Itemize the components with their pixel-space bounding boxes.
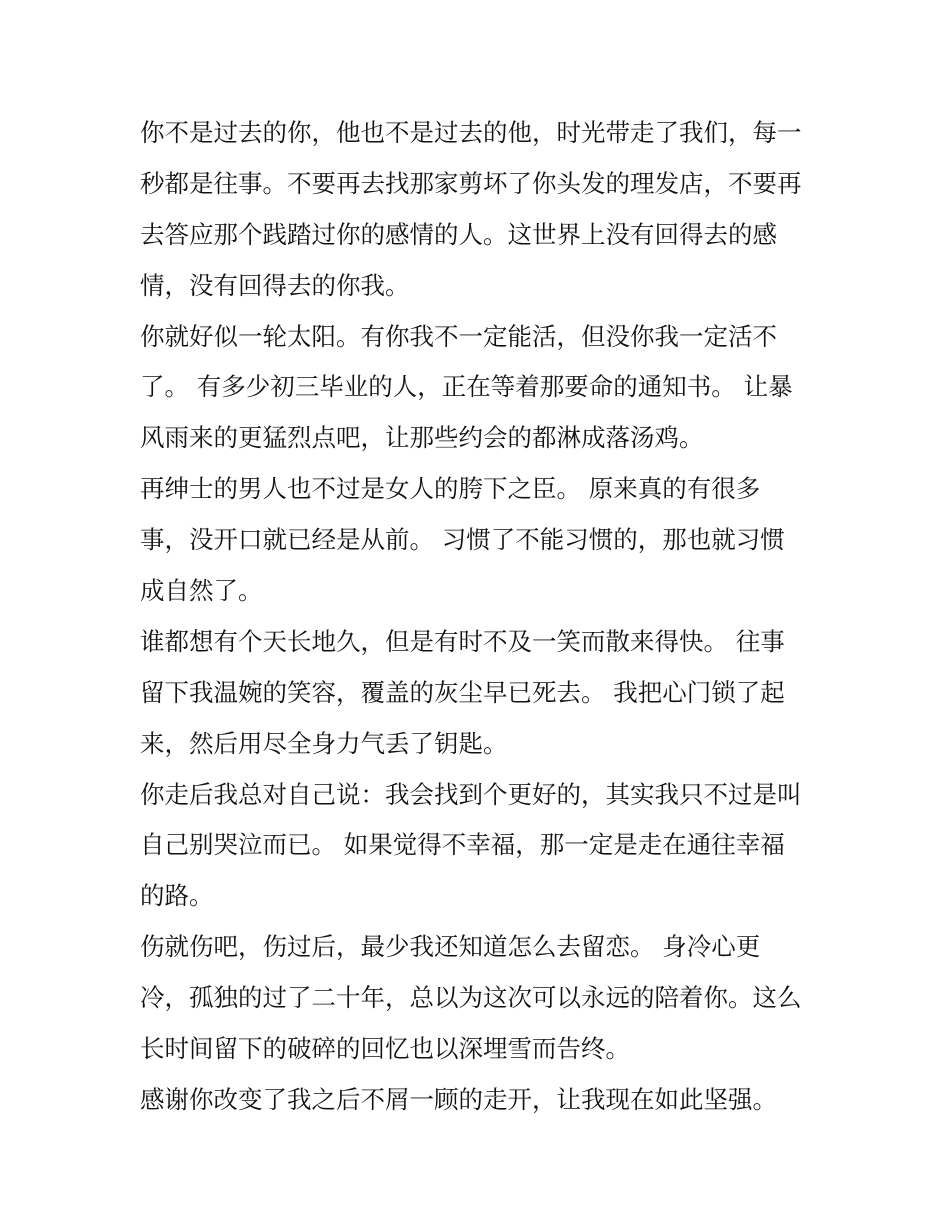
text-line: 留下我温婉的笑容，覆盖的灰尘早已死去。 我把心门锁了起 bbox=[140, 677, 785, 707]
text-line: 你走后我总对自己说：我会找到个更好的，其实我只不过是叫 bbox=[140, 779, 802, 809]
text-line: 自己别哭泣而已。 如果觉得不幸福，那一定是走在通往幸福 bbox=[140, 830, 785, 860]
text-line: 的路。 bbox=[140, 881, 214, 911]
body-text bbox=[140, 108, 820, 1126]
text-line: 成自然了。 bbox=[140, 576, 263, 606]
text-line: 秒都是往事。不要再去找那家剪坏了你头发的理发店，不要再 bbox=[140, 168, 802, 198]
text-line: 事，没开口就已经是从前。 习惯了不能习惯的，那也就习惯 bbox=[140, 525, 785, 555]
text-line: 去答应那个践踏过你的感情的人。这世界上没有回得去的感 bbox=[140, 219, 777, 249]
text-line: 再绅士的男人也不过是女人的胯下之臣。 原来真的有很多 bbox=[140, 474, 761, 504]
text-line: 风雨来的更猛烈点吧，让那些约会的都淋成落汤鸡。 bbox=[140, 423, 704, 453]
text-line: 了。 有多少初三毕业的人，正在等着那要命的通知书。 让暴 bbox=[140, 372, 793, 402]
text-line: 你不是过去的你，他也不是过去的他，时光带走了我们，每一 bbox=[140, 118, 802, 147]
text-line: 谁都想有个天长地久，但是有时不及一笑而散来得快。 往事 bbox=[140, 626, 785, 656]
text-line: 长时间留下的破碎的回忆也以深埋雪而告终。 bbox=[140, 1034, 630, 1064]
text-line: 伤就伤吧，伤过后，最少我还知道怎么去留恋。 身冷心更 bbox=[140, 932, 761, 962]
text-line: 情，没有回得去的你我。 bbox=[140, 270, 410, 300]
text-line: 感谢你改变了我之后不屑一顾的走开，让我现在如此坚强。 bbox=[140, 1084, 777, 1114]
text-line: 冷，孤独的过了二十年，总以为这次可以永远的陪着你。这么 bbox=[140, 983, 802, 1013]
text-line: 你就好似一轮太阳。有你我不一定能活，但没你我一定活不 bbox=[140, 321, 777, 351]
text-line: 来，然后用尽全身力气丢了钥匙。 bbox=[140, 728, 508, 758]
